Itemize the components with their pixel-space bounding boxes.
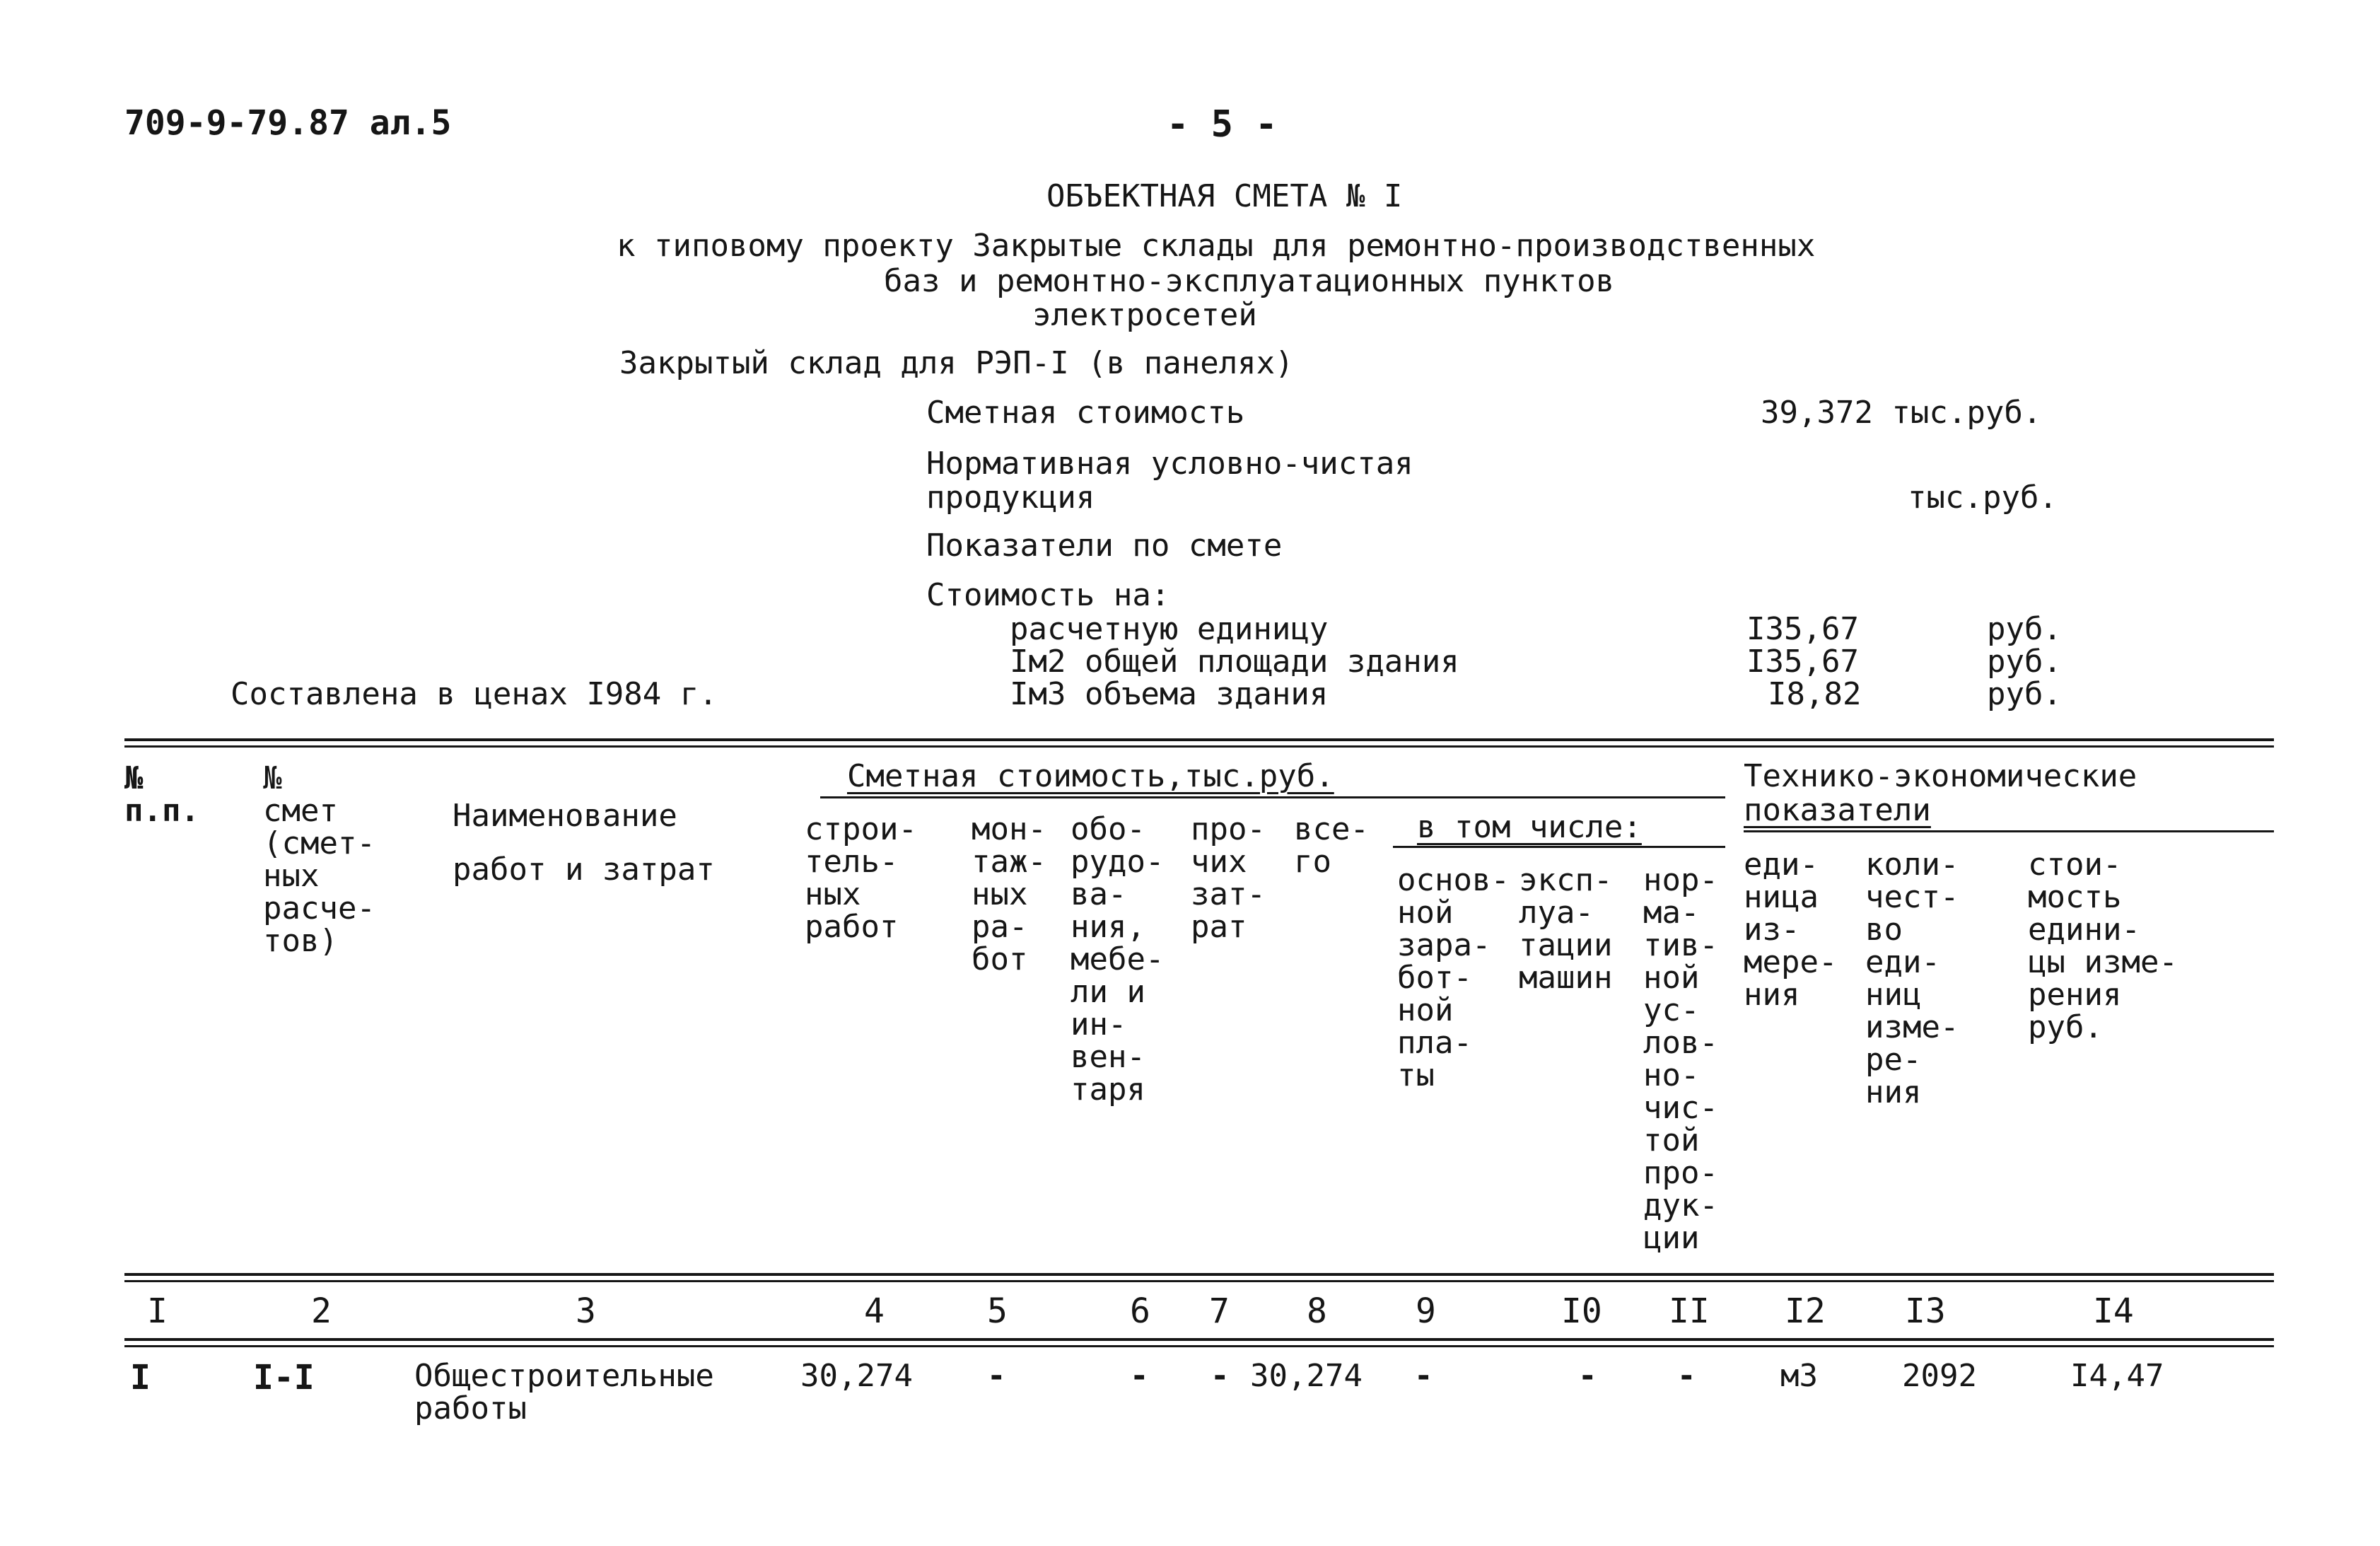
prices-year: Составлена в ценах I984 г.	[231, 676, 718, 712]
header-group-included-rule	[1393, 846, 1725, 848]
per-m2-value: I35,67	[1746, 644, 1859, 680]
header-col-11: нор- ма- тив- ной ус- лов- но- чис- той про- дук- ции	[1643, 862, 1718, 1256]
document-title: ОБЪЕКТНАЯ СМЕТА № I	[1046, 178, 1403, 214]
row-smeta: I-I	[253, 1358, 315, 1397]
col-numbers-bottom-rule	[124, 1338, 2274, 1341]
norm-label-2: продукция	[926, 480, 1095, 516]
header-col-1: № п.п.	[124, 760, 199, 829]
header-col-3: Наименование работ и затрат	[453, 798, 715, 888]
table-top-rule	[124, 738, 2274, 741]
row-c6: -	[1130, 1358, 1149, 1394]
col-numbers-bottom-rule-2	[124, 1345, 2274, 1347]
col-number: I4	[2093, 1291, 2134, 1331]
header-group-cost-rule	[820, 796, 1725, 798]
header-group-included: в том числе:	[1417, 809, 1642, 845]
header-col-13: коли- чест- во еди- ниц изме- ре- ния	[1865, 847, 1959, 1110]
row-c11: -	[1677, 1358, 1696, 1394]
col-number: 3	[576, 1291, 596, 1331]
header-col-2: № смет (смет- ных расче- тов)	[263, 760, 375, 959]
project-line-3: электросетей	[1032, 297, 1257, 333]
header-col-6: обо- рудо- ва- ния, мебе- ли и ин- вен- таря	[1071, 811, 1165, 1108]
header-col-5: мон- таж- ных ра- бот	[972, 811, 1046, 977]
object-name: Закрытый склад для РЭП-I (в панелях)	[619, 345, 1294, 381]
header-col-7: про- чих зат- рат	[1191, 811, 1266, 945]
per-m2-unit: руб.	[1987, 644, 2062, 680]
row-c8: 30,274	[1250, 1358, 1363, 1394]
cost-per-label: Стоимость на:	[926, 577, 1170, 613]
col-number: I	[147, 1291, 168, 1331]
header-col-10: эксп- луа- тации машин	[1519, 862, 1613, 996]
col-number: 8	[1307, 1291, 1327, 1331]
col-number: I0	[1561, 1291, 1602, 1331]
indicators-label: Показатели по смете	[926, 528, 1283, 564]
per-unit-value: I35,67	[1746, 611, 1859, 647]
per-m3-unit: руб.	[1987, 676, 2062, 712]
row-c7: -	[1211, 1358, 1230, 1394]
row-c5: -	[987, 1358, 1006, 1394]
cost-value: 39,372 тыс.руб.	[1761, 395, 2042, 431]
project-line-1: к типовому проекту Закрытые склады для ремонтно-производственных	[617, 228, 1816, 264]
col-number: I2	[1785, 1291, 1826, 1331]
header-col-9: основ- ной зара- бот- ной пла- ты	[1397, 862, 1510, 1093]
header-col-12: еди- ница из- мере- ния	[1744, 847, 1838, 1013]
col-number: I3	[1905, 1291, 1946, 1331]
col-number: 4	[864, 1291, 885, 1331]
col-number: 6	[1130, 1291, 1150, 1331]
row-c10: -	[1578, 1358, 1597, 1394]
row-c14: I4,47	[2070, 1358, 2164, 1394]
row-c12: м3	[1780, 1358, 1818, 1394]
cost-label: Сметная стоимость	[926, 395, 1245, 431]
col-number: 5	[987, 1291, 1008, 1331]
col-number: 9	[1416, 1291, 1436, 1331]
header-col-4: строи- тель- ных работ	[805, 811, 917, 945]
row-name-2: работы	[414, 1390, 527, 1426]
row-c4: 30,274	[800, 1358, 913, 1394]
per-m3-value: I8,82	[1768, 676, 1862, 712]
header-col-14: стои- мость едини- цы изме- рения руб.	[2028, 847, 2178, 1045]
project-line-2: баз и ремонтно-эксплуатационных пунктов	[884, 263, 1615, 299]
header-col-8: все- го	[1294, 811, 1369, 880]
per-unit-unit: руб.	[1987, 611, 2062, 647]
header-group-cost: Сметная стоимость,тыс.руб.	[847, 758, 1334, 794]
col-number: 2	[311, 1291, 332, 1331]
document-code: 709-9-79.87 ал.5	[124, 103, 452, 143]
per-m3-label: Iм3 объема здания	[1010, 676, 1329, 712]
norm-unit: тыс.руб.	[1908, 480, 2058, 516]
header-group-tech-rule	[1744, 830, 2274, 832]
row-c13: 2092	[1902, 1358, 1977, 1394]
per-unit-label: расчетную единицу	[1010, 611, 1329, 647]
header-group-tech-2: показатели	[1744, 792, 1931, 828]
header-bottom-rule	[124, 1273, 2274, 1276]
row-name-1: Общестроительные	[414, 1358, 714, 1394]
header-group-tech: Технико-экономические	[1744, 758, 2137, 794]
header-bottom-rule-2	[124, 1280, 2274, 1282]
per-m2-label: Iм2 общей площади здания	[1010, 644, 1459, 680]
table-top-rule-2	[124, 745, 2274, 748]
page-number: - 5 -	[1167, 103, 1278, 146]
col-number: II	[1669, 1291, 1710, 1331]
row-c9: -	[1414, 1358, 1433, 1394]
col-number: 7	[1209, 1291, 1230, 1331]
norm-label-1: Нормативная условно-чистая	[926, 446, 1413, 482]
row-num: I	[130, 1358, 151, 1397]
